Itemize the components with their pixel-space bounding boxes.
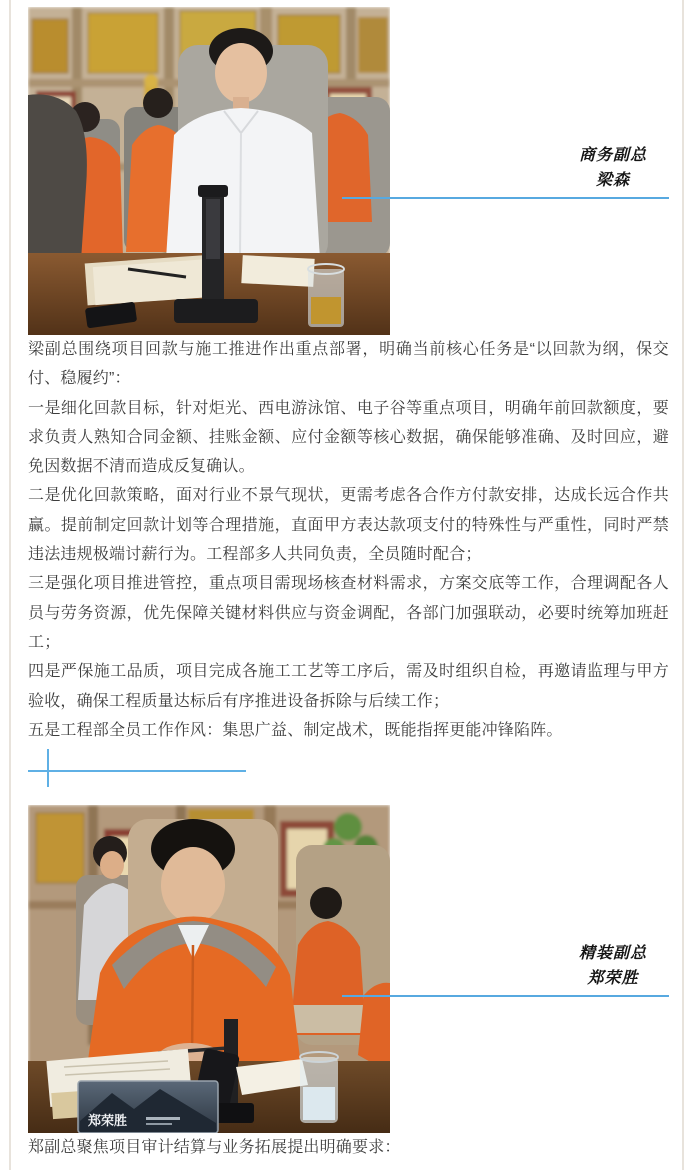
speaker-name: 郑荣胜 — [587, 970, 639, 987]
speaker-figure — [166, 28, 328, 263]
paragraph: 五是工程部全员工作作风：集思广益、制定战术，既能指挥更能冲锋陷阵。 — [28, 721, 563, 739]
speaker-label-2 — [557, 941, 669, 991]
name-plate-text: 郑荣胜 — [88, 1113, 128, 1128]
speaker-divider-line-2 — [342, 995, 669, 997]
cross-vertical-line — [47, 749, 49, 787]
meeting-photo-zheng-rongsheng[interactable] — [28, 805, 390, 1133]
paragraph: 梁副总围绕项目回款与施工推进作出重点部署，明确当前核心任务是“以回款为纲，保交付、稳履约”： — [28, 341, 669, 388]
speech-text-liang-sen — [28, 335, 669, 745]
cross-horizontal-line — [28, 770, 246, 772]
speaker-title: 商务副总 — [578, 147, 647, 164]
section1-media-row — [28, 7, 669, 335]
meeting-photo-liang-sen[interactable] — [28, 7, 390, 335]
paragraph: 四是严保施工品质，项目完成各施工工艺等工序后，需及时组织自检，再邀请监理与甲方验收，确保工程质量达标后有序推进设备拆除与后续工作； — [28, 663, 669, 710]
speaker-label-1 — [557, 143, 669, 193]
paragraph: 二是优化回款策略，面对行业不景气现状，更需考虑各合作方付款安排，达成长远合作共赢。提前制定回款计划等合理措施，直面甲方表达款项支付的特殊性与严重性，同时严禁违法违规极端讨薪行为。工程部多人共同负责，全员随时配合； — [28, 487, 669, 564]
decorative-cross-divider — [28, 745, 669, 805]
section2-media-row — [28, 805, 669, 1133]
speaker-divider-line-1 — [342, 197, 669, 199]
speaker-title: 精装副总 — [578, 945, 647, 962]
article-frame — [9, 0, 684, 1170]
name-plate — [78, 1081, 218, 1133]
speaker-name: 梁森 — [595, 172, 630, 189]
paragraph: 三是强化项目推进管控，重点项目需现场核查材料需求，方案交底等工作，合理调配各人员与劳务资源，优先保障关键材料供应与资金调配，各部门加强联动，必要时统筹加班赶工； — [28, 575, 669, 651]
speech-caption-zheng: 郑副总聚焦项目审计结算与业务拓展提出明确要求： — [28, 1139, 401, 1156]
paragraph: 一是细化回款目标，针对炬光、西电游泳馆、电子谷等重点项目，明确年前回款额度，要求负责人熟知合同金额、挂账金额、应付金额等核心数据，确保能够准确、及时回应，避免因数据不清而造成反复确认。 — [28, 399, 669, 476]
